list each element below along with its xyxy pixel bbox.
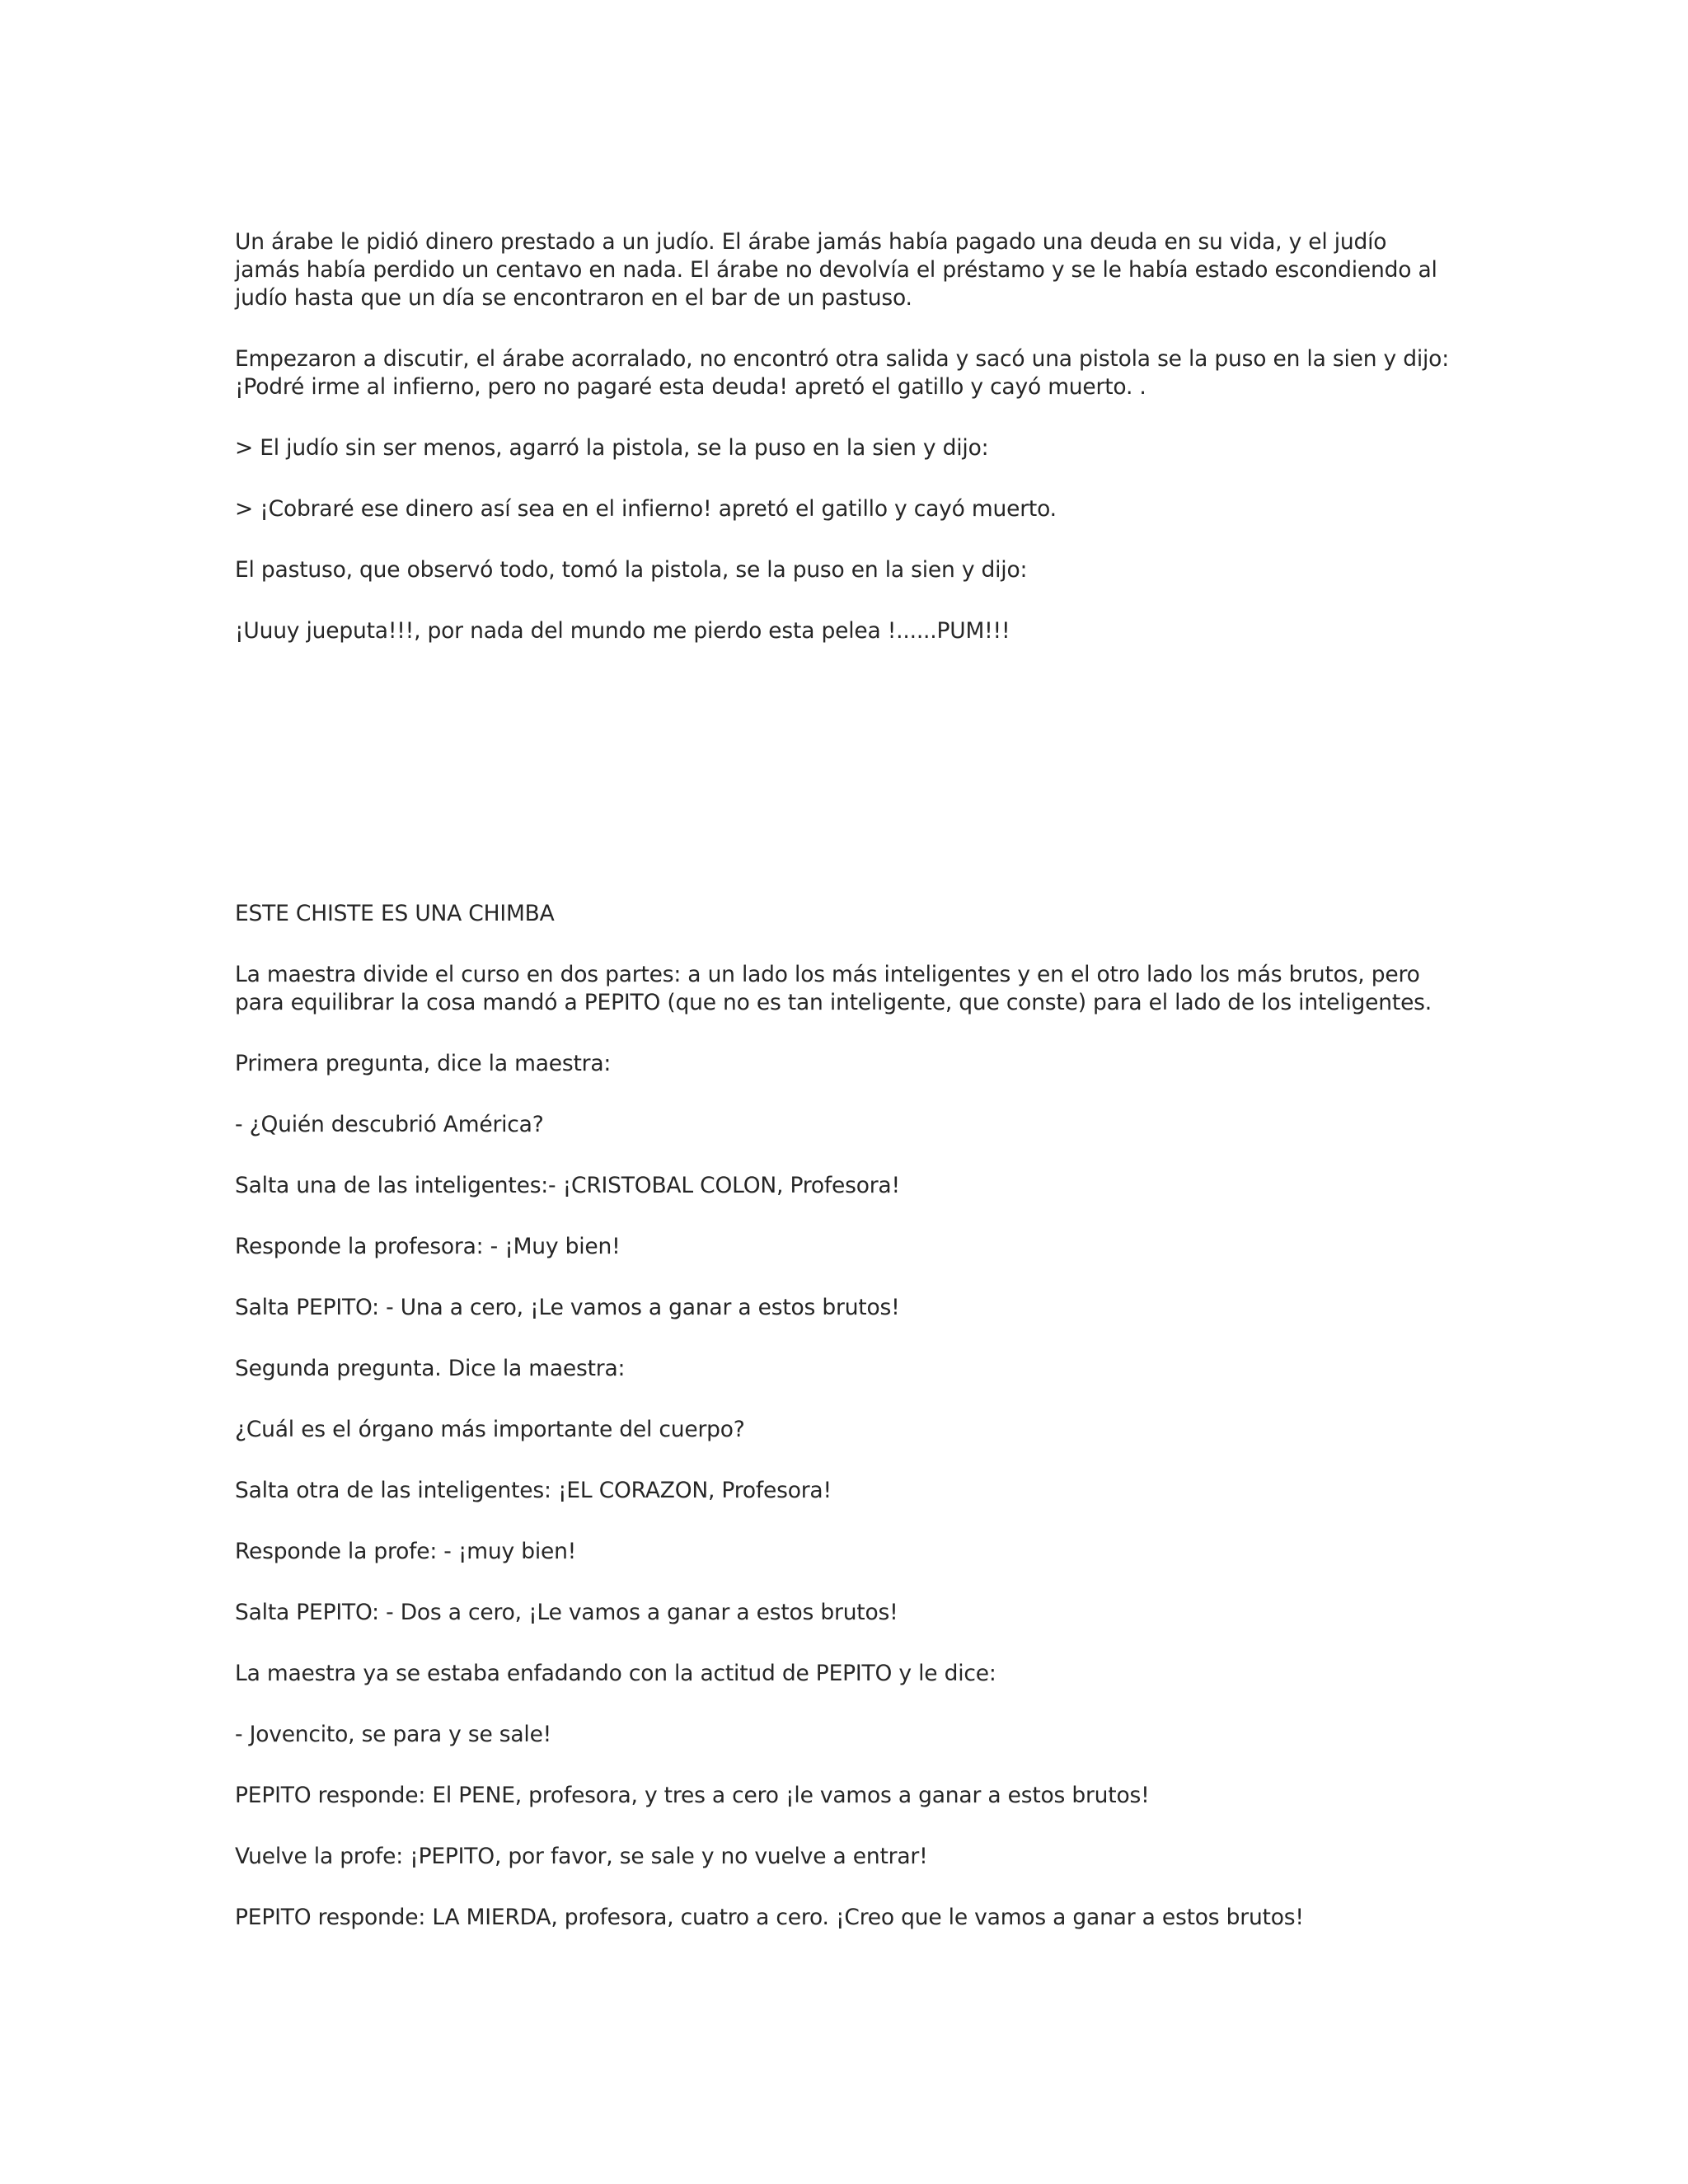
paragraph: Vuelve la profe: ¡PEPITO, por favor, se sale y no vuelve a entrar! <box>235 1844 928 1869</box>
paragraph: Empezaron a discutir, el árabe acorralado, no encontró otra salida y sacó una pistola se la puso en la sien y dijo: ¡Podré irme al infierno, pero no pagaré esta deuda! apretó el gatillo y cayó muerto. . <box>235 346 1449 400</box>
paragraph: Responde la profe: - ¡muy bien! <box>235 1539 577 1564</box>
paragraph: Un árabe le pidió dinero prestado a un judío. El árabe jamás había pagado una deuda en su vida, y el judío jamás había perdido un centavo en nada. El árabe no devolvía el préstamo y se le había estado escondiendo al judío hasta que un día se encontraron en el bar de un pastuso. <box>235 229 1437 311</box>
story-pepito <box>235 900 1455 1932</box>
paragraph: Salta una de las inteligentes:- ¡CRISTOBAL COLON, Profesora! <box>235 1173 900 1198</box>
paragraph: Salta PEPITO: - Una a cero, ¡Le vamos a ganar a estos brutos! <box>235 1295 900 1320</box>
paragraph: La maestra ya se estaba enfadando con la actitud de PEPITO y le dice: <box>235 1661 996 1686</box>
paragraph: ¿Cuál es el órgano más importante del cuerpo? <box>235 1417 745 1442</box>
paragraph: Salta otra de las inteligentes: ¡EL CORAZON, Profesora! <box>235 1478 832 1503</box>
paragraph: - ¿Quién descubrió América? <box>235 1112 544 1137</box>
paragraph: Responde la profesora: - ¡Muy bien! <box>235 1234 621 1259</box>
paragraph: PEPITO responde: LA MIERDA, profesora, cuatro a cero. ¡Creo que le vamos a ganar a estos brutos! <box>235 1905 1304 1930</box>
paragraph: La maestra divide el curso en dos partes: a un lado los más inteligentes y en el otro lado los más brutos, pero para equilibrar la cosa mandó a PEPITO (que no es tan inteligente, que conste) para el lado de los inteligentes. <box>235 962 1432 1015</box>
paragraph: PEPITO responde: El PENE, profesora, y tres a cero ¡le vamos a ganar a estos brutos! <box>235 1783 1150 1808</box>
story-heading: ESTE CHISTE ES UNA CHIMBA <box>235 901 555 926</box>
story-arabe-judio <box>235 228 1455 645</box>
paragraph: > ¡Cobraré ese dinero así sea en el infierno! apretó el gatillo y cayó muerto. <box>235 496 1057 522</box>
paragraph: - Jovencito, se para y se sale! <box>235 1722 552 1747</box>
paragraph: Primera pregunta, dice la maestra: <box>235 1051 612 1076</box>
paragraph: Salta PEPITO: - Dos a cero, ¡Le vamos a ganar a estos brutos! <box>235 1600 898 1625</box>
paragraph: > El judío sin ser menos, agarró la pistola, se la puso en la sien y dijo: <box>235 435 989 461</box>
paragraph: El pastuso, que observó todo, tomó la pistola, se la puso en la sien y dijo: <box>235 557 1028 583</box>
paragraph: ¡Uuuy jueputa!!!, por nada del mundo me pierdo esta pelea !......PUM!!! <box>235 618 1010 644</box>
paragraph: Segunda pregunta. Dice la maestra: <box>235 1356 626 1381</box>
